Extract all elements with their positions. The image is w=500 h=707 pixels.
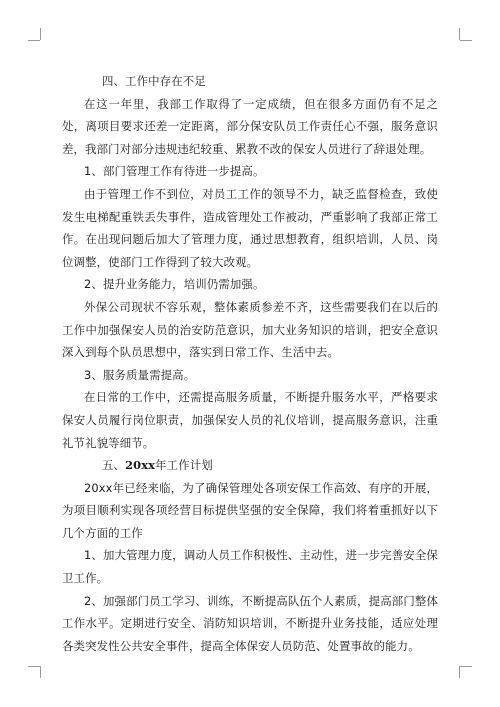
list-item-text: 外保公司现状不容乐观，整体素质参差不齐，这些需要我们在以后的工作中加强保安人员的治安防范意识，加大业务知识的培训，把安全意识深入到每个队员思想中，落实到日常工作、生活中去。	[62, 299, 438, 360]
crop-mark	[28, 40, 40, 41]
plan-item: 2、加强部门员工学习、训练，不断提高队伍个人素质，提高部门整体工作水平。定期进行安全、消防知识培训，不断提升业务技能，适应处理各类突发性公共安全事件，提高全体保安人员防范、处置事故的能力。	[62, 593, 438, 653]
list-item-text: 在日常的工作中，还需提高服务质量，不断提升服务水平，严格要求保安人员履行岗位职责，加强保安人员的礼仪培训，提高服务意识，注重礼节礼貌等细节。	[62, 390, 438, 450]
summary-paragraph: 在这一年里，我部工作取得了一定成绩，但在很多方面仍有不足之处，离项目要求还差一定距离，部分保安队员工作责任心不强，服务意识差，我部门对部分违规违纪较重、累教不改的保安人员进行了辞退处理。	[62, 96, 438, 156]
crop-mark	[460, 666, 472, 667]
plan-item: 1、加大管理力度，调动人员工作积极性、主动性，进一步完善安全保卫工作。	[62, 548, 438, 586]
list-item-title: 3、服务质量需提高。	[84, 367, 196, 382]
list-item-title: 2、提升业务能力，培训仍需加强。	[84, 277, 265, 292]
list-item-title: 1、部门管理工作有待进一步提高。	[84, 164, 265, 179]
crop-mark	[460, 40, 472, 41]
heading-suffix: 年工作计划	[155, 458, 213, 473]
document-body	[62, 70, 438, 657]
crop-mark	[40, 666, 41, 678]
heading-prefix: 五、	[102, 458, 126, 473]
crop-mark	[459, 28, 460, 40]
section-heading: 四、工作中存在不足	[102, 74, 206, 88]
heading-year: 20xx	[125, 458, 156, 473]
section-heading	[62, 454, 438, 477]
plan-intro-paragraph: 20xx年已经来临，为了确保管理处各项安保工作高效、有序的开展，为项目顺利实现各项经营目标提供坚强的安全保障，我们将着重抓好以下几个方面的工作	[62, 480, 438, 540]
list-item-text: 由于管理工作不到位，对员工工作的领导不力，缺乏监督检查，致使发生电梯配重铁丢失事件，造成管理处工作被动，严重影响了我部正常工作。在出现问题后加大了管理力度，通过思想教育，组织培训，人员、岗位调整，使部门工作得到了较大改观。	[62, 186, 438, 269]
crop-mark	[459, 666, 460, 678]
crop-mark	[28, 666, 40, 667]
crop-mark	[40, 28, 41, 40]
